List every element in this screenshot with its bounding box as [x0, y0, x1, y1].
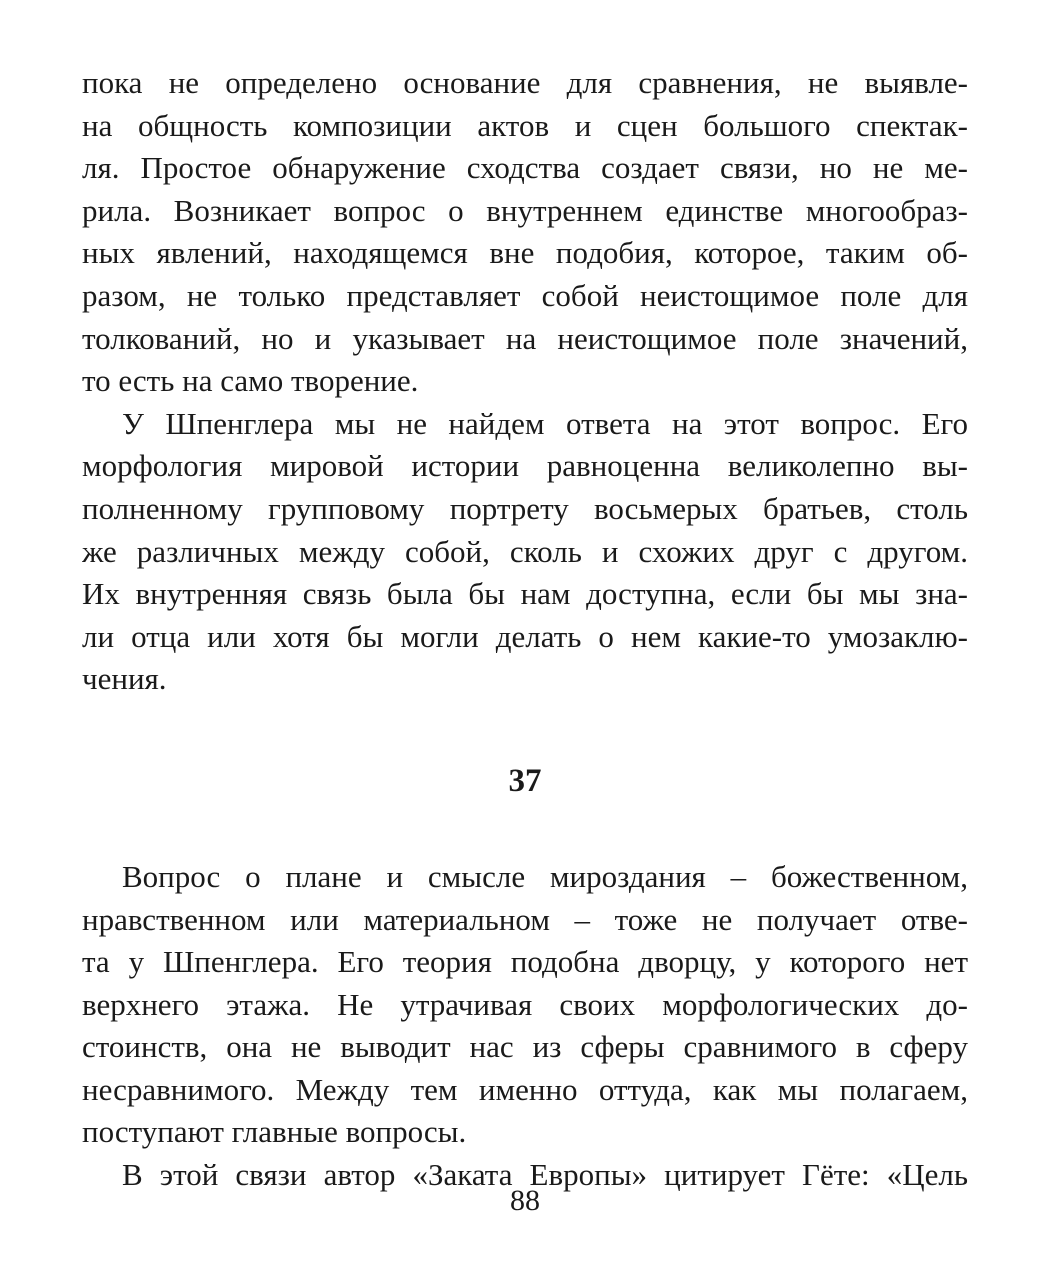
- text-line: поступают главные вопросы.: [82, 1114, 467, 1150]
- text-line: пока не определено основание для сравнения, не выявле-: [82, 65, 968, 100]
- text-line: нравственном или материальном – тоже не получает отве-: [82, 901, 968, 937]
- text-line: же различных между собой, сколь и схожих друг с другом.: [82, 533, 968, 569]
- paragraph-3: [82, 856, 968, 1154]
- text-line: Вопрос о плане и смысле мироздания – божественном,: [122, 858, 968, 894]
- paragraph-2: [82, 403, 968, 701]
- text-line: Их внутренняя связь была бы нам доступна, если бы мы зна-: [82, 576, 968, 612]
- text-line: толкований, но и указывает на неистощимое поле значений,: [82, 320, 968, 356]
- text-line: на общность композиции актов и сцен большого спектак-: [82, 107, 968, 143]
- text-line: разом, не только представляет собой неистощимое поле для: [82, 277, 968, 313]
- section-number-heading: 37: [508, 762, 542, 799]
- text-line: рила. Возникает вопрос о внутреннем единстве многообраз-: [82, 192, 968, 228]
- text-line: ля. Простое обнаружение сходства создает связи, но не ме-: [82, 150, 968, 186]
- text-line: та у Шпенглера. Его теория подобна дворцу, у которого нет: [82, 944, 968, 980]
- text-line: чения.: [82, 661, 167, 697]
- page-number: 88: [510, 1184, 540, 1217]
- paragraph-1: [82, 62, 968, 403]
- book-page: [82, 62, 968, 1197]
- text-line: стоинств, она не выводит нас из сферы сравнимого в сферу: [82, 1029, 968, 1065]
- text-line: верхнего этажа. Не утрачивая своих морфологических до-: [82, 986, 968, 1022]
- text-line: то есть на само творение.: [82, 363, 419, 399]
- text-line: У Шпенглера мы не найдем ответа на этот вопрос. Его: [122, 405, 968, 441]
- text-line: ли отца или хотя бы могли делать о нем какие-то умозаклю-: [82, 618, 968, 654]
- text-line: несравнимого. Между тем именно оттуда, как мы полагаем,: [82, 1071, 968, 1107]
- text-line: ных явлений, находящемся вне подобия, которое, таким об-: [82, 235, 968, 271]
- text-line: В этой связи автор «Заката Европы» цитирует Гёте: «Цель: [122, 1157, 968, 1193]
- text-line: морфология мировой истории равноценна великолепно вы-: [82, 448, 968, 484]
- text-line: полненному групповому портрету восьмерых братьев, столь: [82, 490, 968, 526]
